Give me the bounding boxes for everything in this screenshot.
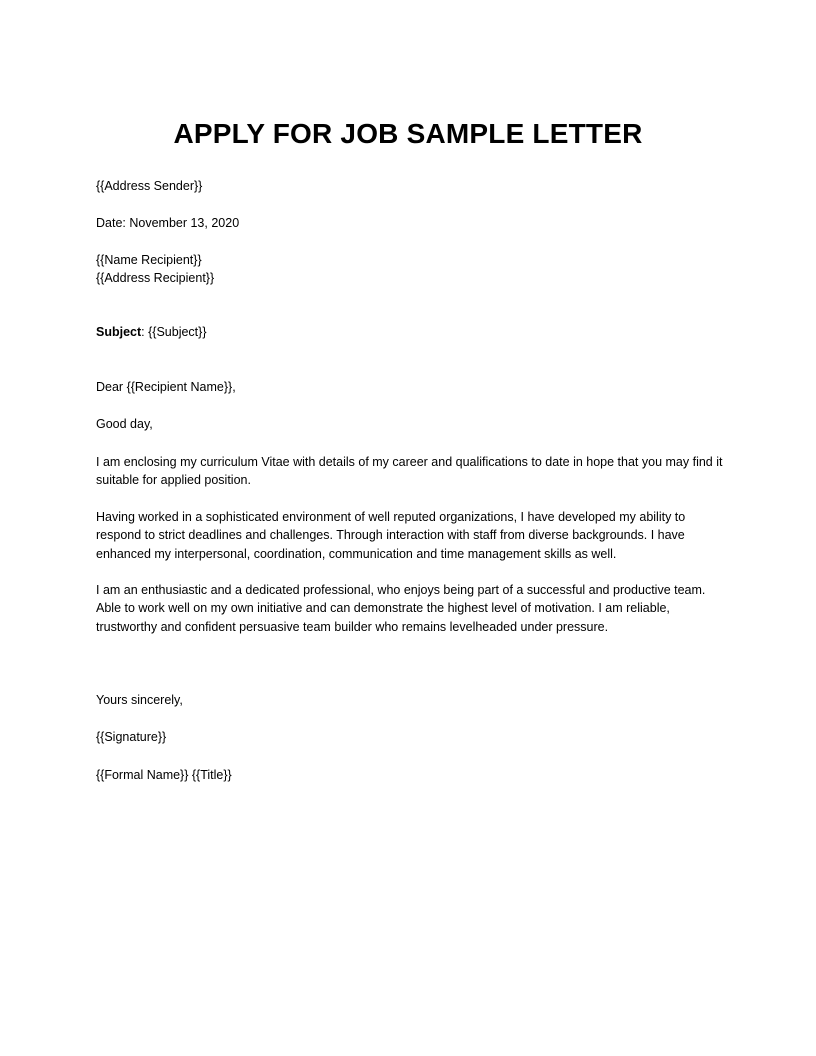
subject-line bbox=[96, 323, 207, 341]
body-paragraph-3: I am an enthusiastic and a dedicated professional, who enjoys being part of a successful and productive team. Able to work well on my own initiative and can demonstrate the highest level of motivation. I am reliable, trustworthy and confident persuasive team builder who remains levelheaded under pressure. bbox=[96, 583, 706, 634]
body-paragraph-1: I am enclosing my curriculum Vitae with details of my career and qualifications to date in hope that you may find it suitable for applied position. bbox=[96, 455, 723, 488]
address-recipient: {{Address Recipient}} bbox=[96, 271, 215, 285]
name-recipient: {{Name Recipient}} bbox=[96, 253, 202, 267]
body-paragraph-2: Having worked in a sophisticated environment of well reputed organizations, I have developed my ability to respond to strict deadlines and challenges. Through interaction with staff from diverse backgrounds. I have enhanced my interpersonal, coordination, communication and time management skills as well. bbox=[96, 510, 686, 561]
salutation: Dear {{Recipient Name}}, bbox=[96, 380, 236, 394]
letter-title: APPLY FOR JOB SAMPLE LETTER bbox=[173, 118, 643, 149]
closing: Yours sincerely, bbox=[96, 693, 183, 707]
address-sender: {{Address Sender}} bbox=[96, 179, 203, 193]
subject-value: : {{Subject}} bbox=[141, 325, 207, 339]
greeting: Good day, bbox=[96, 417, 153, 431]
signature-placeholder: {{Signature}} bbox=[96, 730, 167, 744]
letter-date: Date: November 13, 2020 bbox=[96, 216, 240, 230]
subject-label: Subject bbox=[96, 325, 142, 339]
formal-name-title: {{Formal Name}} {{Title}} bbox=[96, 768, 232, 782]
